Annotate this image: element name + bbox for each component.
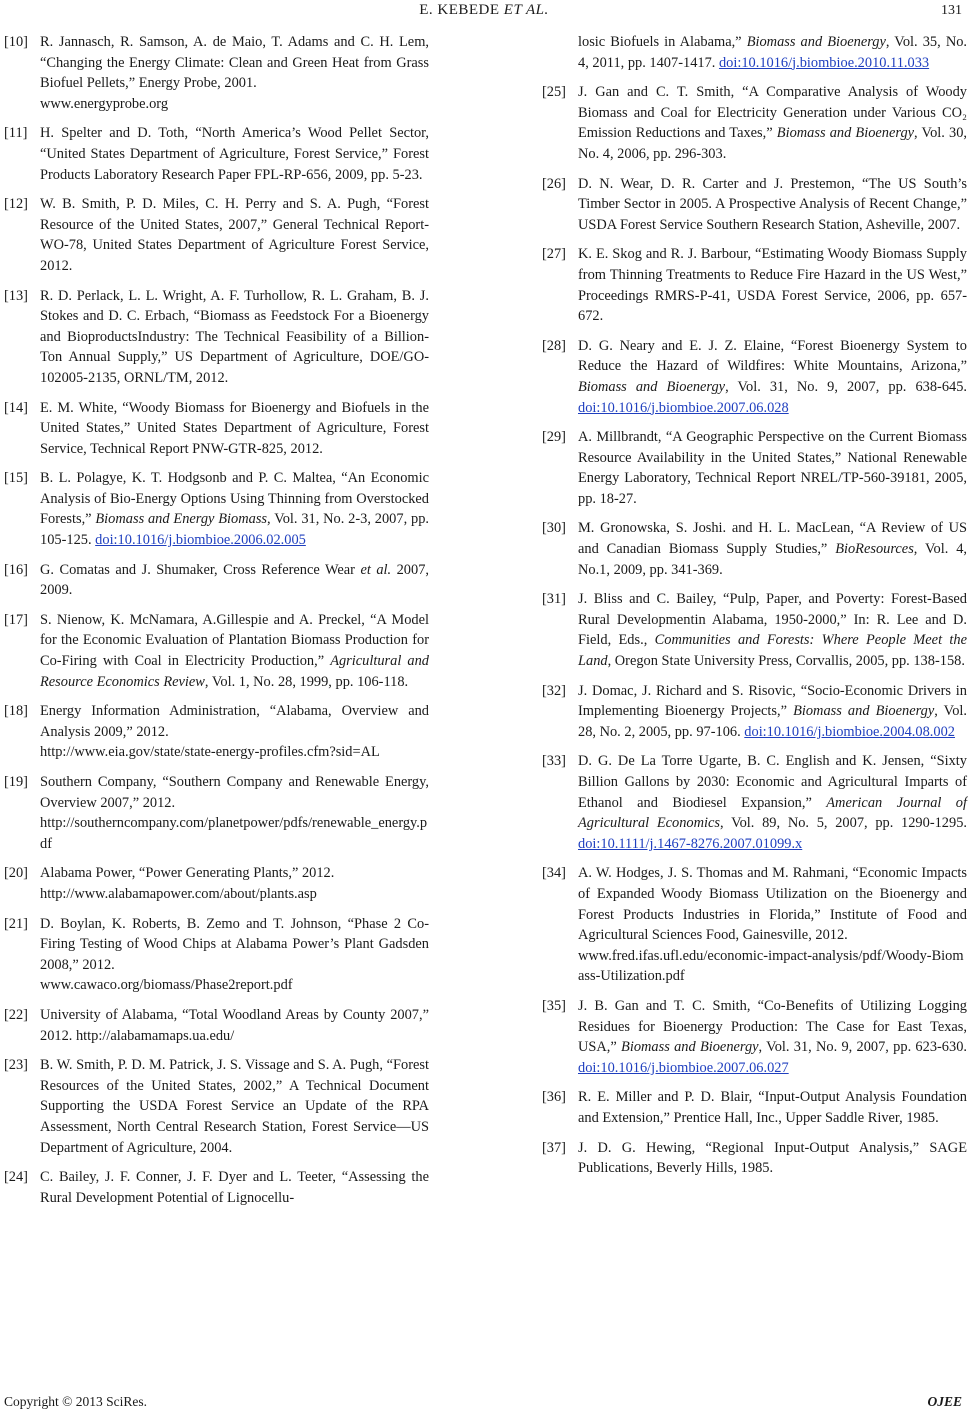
reference-number: [14]	[4, 399, 28, 416]
doi-link[interactable]: doi:10.1016/j.biombioe.2006.02.005	[95, 532, 306, 549]
reference-number: [17]	[4, 611, 28, 628]
reference-text	[40, 123, 429, 185]
reference-number: [23]	[4, 1057, 28, 1074]
reference-text	[578, 174, 967, 236]
reference-text	[40, 194, 429, 276]
reference-column-left	[4, 32, 429, 1217]
reference-number: [34]	[542, 865, 566, 882]
reference-number: [10]	[4, 34, 28, 50]
reference-segment: R. E. Miller and P. D. Blair, “Input-Output Analysis Foundation and Extension,” Prentice Hall, Inc., Upper Saddle River, 1985.	[578, 1089, 967, 1126]
reference-entry	[542, 751, 967, 854]
doi-link[interactable]: doi:10.1111/j.1467-8276.2007.01099.x	[578, 835, 803, 852]
reference-entry	[4, 863, 429, 904]
reference-text	[40, 1167, 429, 1208]
reference-number: [29]	[542, 429, 566, 446]
reference-entry	[4, 610, 429, 692]
reference-segment: D. G. Neary and E. J. Z. Elaine, “Forest Bioenergy System to Reduce the Hazard of Wildfires: White Mountains, Arizona,”	[578, 337, 967, 375]
reference-segment: , Vol. 31, No. 2-3, 2007, pp. 105-125.	[40, 511, 429, 549]
reference-number: [15]	[4, 470, 28, 487]
reference-text	[40, 701, 429, 763]
reference-number: [25]	[542, 84, 566, 101]
doi-link[interactable]: doi:10.1016/j.biombioe.2004.08.002	[744, 723, 955, 740]
reference-text	[40, 1005, 429, 1046]
reference-entry	[4, 1167, 429, 1208]
reference-number: [22]	[4, 1006, 28, 1023]
reference-italic-title: Biomass and Bioenergy	[578, 378, 726, 395]
reference-segment: D. G. De La Torre Ugarte, B. C. English and K. Jensen, “Sixty Billion Gallons by 2030: Economic and Agricultural Imparts of Ethanol and Biodiesel Expansion,”	[578, 753, 967, 811]
reference-segment: , Vol. 4, No.1, 2009, pp. 341-369.	[578, 541, 967, 578]
reference-entry	[542, 1087, 967, 1128]
doi-link[interactable]: doi:10.1016/j.biombioe.2007.06.028	[578, 399, 789, 416]
reference-entry	[4, 123, 429, 185]
reference-entry	[4, 1005, 429, 1046]
reference-number: [33]	[542, 753, 566, 770]
reference-text	[40, 560, 429, 601]
reference-entry	[542, 174, 967, 236]
reference-number	[542, 32, 578, 73]
reference-number: [19]	[4, 774, 28, 790]
reference-italic-title: Biomass and Bioenergy	[621, 1039, 759, 1056]
reference-entry	[542, 32, 967, 73]
reference-text	[40, 772, 429, 854]
reference-number: [20]	[4, 865, 28, 882]
reference-segment: , Vol. 30, No. 4, 2006, pp. 296-303.	[578, 125, 967, 162]
page-number: 131	[941, 3, 962, 18]
reference-url: www.fred.ifas.ufl.edu/economic-impact-analysis/pdf/Woody-Biomass-Utilization.pdf	[578, 947, 964, 985]
reference-entry	[542, 863, 967, 987]
reference-segment: A. W. Hodges, J. S. Thomas and M. Rahmani, “Economic Impacts of Expanded Woody Biomass Utilization on the Bioenergy and Forest Products Industries in Florida,” Institute of Food and Agricultural Sciences Food, Gainesville, 2012.	[578, 865, 967, 944]
reference-italic-title: Biomass and Bioenergy	[776, 125, 915, 142]
reference-segment: losic Biofuels in Alabama,”	[578, 34, 747, 50]
journal-abbreviation: OJEE	[927, 1394, 962, 1409]
reference-url: www.energyprobe.org	[40, 95, 169, 112]
reference-entry	[542, 82, 967, 164]
reference-entry	[542, 336, 967, 418]
reference-url: http://www.alabamapower.com/about/plants.asp	[40, 885, 317, 902]
reference-text	[578, 751, 967, 854]
reference-number: [21]	[4, 915, 28, 932]
reference-segment: B. L. Polagye, K. T. Hodgsonb and P. C. Maltea, “An Economic Analysis of Bio-Energy Options Using Thinning from Overstocked Forests,”	[40, 470, 429, 528]
reference-entry	[4, 32, 429, 114]
reference-entry	[4, 560, 429, 601]
reference-text	[578, 589, 967, 671]
reference-column-right	[542, 32, 967, 1188]
reference-text	[40, 1055, 429, 1158]
reference-url: www.cawaco.org/biomass/Phase2report.pdf	[40, 977, 293, 994]
reference-text	[40, 914, 429, 996]
reference-entry	[542, 589, 967, 671]
reference-url: http://southerncompany.com/planetpower/pdfs/renewable_energy.pdf	[40, 815, 428, 852]
reference-entry	[542, 681, 967, 743]
reference-segment: , Vol. 89, No. 5, 2007, pp. 1290-1295.	[720, 815, 967, 832]
reference-number: [30]	[542, 520, 566, 537]
reference-segment: C. Bailey, J. F. Conner, J. F. Dyer and L. Teeter, “Assessing the Rural Development Potential of Lignocellu-	[40, 1169, 429, 1206]
reference-text	[578, 518, 967, 580]
reference-number: [11]	[4, 125, 28, 142]
reference-text	[578, 82, 967, 164]
reference-entry	[542, 427, 967, 509]
running-title-etal: ET AL.	[503, 2, 549, 18]
reference-segment: , Vol. 28, No. 2, 2005, pp. 97-106.	[578, 703, 967, 740]
reference-entry	[4, 701, 429, 763]
reference-text	[578, 1138, 967, 1179]
reference-text	[578, 681, 967, 743]
reference-text	[578, 1087, 967, 1128]
reference-segment: M. Gronowska, S. Joshi. and H. L. MacLean, “A Review of US and Canadian Biomass Supply Studies,”	[578, 520, 967, 558]
reference-number: [32]	[542, 682, 566, 699]
reference-entry	[4, 1055, 429, 1158]
copyright-notice: Copyright © 2013 SciRes.	[4, 1394, 148, 1409]
reference-segment: , Oregon State University Press, Corvallis, 2005, pp. 138-158.	[607, 653, 965, 670]
reference-segment: , Vol. 1, No. 28, 1999, pp. 106-118.	[204, 673, 409, 690]
page-header	[0, 0, 968, 30]
reference-entry	[542, 244, 967, 326]
reference-text	[578, 427, 967, 509]
reference-text	[40, 286, 429, 389]
reference-entry	[542, 518, 967, 580]
reference-entry	[4, 398, 429, 460]
reference-segment: A. Millbrandt, “A Geographic Perspective on the Current Biomass Resource Availability in the United States,” National Renewable Energy Laboratory, Technical Report NREL/TP-560-39181, 2005, pp. 18-27.	[578, 429, 967, 507]
page-footer	[0, 1394, 968, 1414]
reference-segment: K. E. Skog and R. J. Barbour, “Estimating Woody Biomass Supply from Thinning Treatments to Reduce Fire Hazard in the US West,” Proceedings RMRS-P-41, USDA Forest Service, 2006, pp. 657-672.	[578, 246, 967, 325]
reference-number: [36]	[542, 1089, 566, 1106]
reference-segment: 2007, 2009.	[40, 561, 429, 599]
reference-number: [27]	[542, 246, 566, 263]
reference-text	[40, 468, 429, 550]
reference-number: [26]	[542, 175, 566, 192]
reference-number: [37]	[542, 1139, 566, 1156]
reference-number: [24]	[4, 1169, 28, 1186]
reference-italic-title: Biomass and Bioenergy	[793, 703, 935, 720]
reference-text	[578, 336, 967, 418]
reference-segment: , Vol. 31, No. 9, 2007, pp. 638-645.	[725, 378, 968, 395]
reference-entry	[4, 772, 429, 854]
reference-italic-title: Biomass and Bioenergy	[746, 34, 886, 50]
reference-segment: J. D. G. Hewing, “Regional Input-Output Analysis,” SAGE Publications, Beverly Hills, 1985.	[578, 1139, 967, 1177]
reference-text	[40, 610, 429, 692]
reference-segment: Alabama Power, “Power Generating Plants,” 2012.	[40, 865, 335, 882]
reference-segment: J. Gan and C. T. Smith, “A Comparative Analysis of Woody Biomass and Coal for Electricity Generation under Various CO₂ Emission Reductions and Taxes,”	[578, 84, 967, 142]
reference-entry	[542, 996, 967, 1078]
reference-text	[578, 863, 967, 987]
reference-text	[578, 996, 967, 1078]
reference-text	[40, 863, 429, 904]
reference-entry	[4, 914, 429, 996]
reference-number: [16]	[4, 561, 28, 578]
reference-segment: , Vol. 31, No. 9, 2007, pp. 623-630.	[758, 1039, 967, 1056]
reference-text	[40, 32, 429, 114]
reference-segment: E. M. White, “Woody Biomass for Bioenergy and Biofuels in the United States,” United States Department of Agriculture, Forest Service, Technical Report PNW-GTR-825, 2012.	[40, 399, 429, 457]
reference-segment: J. Bliss and C. Bailey, “Pulp, Paper, and Poverty: Forest-Based Rural Developmentin Alabama, 1950-2000,” In: R. Lee and D. Field, Eds.,	[578, 591, 967, 649]
reference-segment: Southern Company, “Southern Company and Renewable Energy, Overview 2007,” 2012.	[40, 774, 429, 811]
reference-italic-title: Biomass and Energy Biomass	[95, 511, 268, 528]
reference-number: [12]	[4, 196, 28, 213]
reference-segment: Energy Information Administration, “Alabama, Overview and Analysis 2009,” 2012.	[40, 703, 429, 740]
reference-entry	[4, 286, 429, 389]
reference-segment: , Vol. 35, No. 4, 2011, pp. 1407-1417.	[578, 34, 968, 71]
reference-segment: B. W. Smith, P. D. M. Patrick, J. S. Vissage and S. A. Pugh, “Forest Resources of the United States, 2002,” A Technical Document Supporting the USDA Forest Service an Update of the RPA Assessment, North Central Research Station, Forest Service—US Department of Agriculture, 2004.	[40, 1057, 429, 1156]
reference-text	[578, 32, 967, 73]
reference-entry	[4, 468, 429, 550]
reference-segment: D. N. Wear, D. R. Carter and J. Prestemon, “The US South’s Timber Sector in 2005. A Prospective Analysis of Recent Change,” USDA Forest Service Southern Research Station, Asheville, 2007.	[578, 175, 967, 233]
reference-number: [18]	[4, 703, 28, 720]
reference-segment: H. Spelter and D. Toth, “North America’s Wood Pellet Sector, “United States Department of Agriculture, Forest Service,” Forest Products Laboratory Research Paper FPL-RP-656, 2009, pp. 5-23.	[40, 125, 429, 183]
doi-link[interactable]: doi:10.1016/j.biombioe.2007.06.027	[578, 1059, 789, 1076]
reference-url: http://www.eia.gov/state/state-energy-profiles.cfm?sid=AL	[40, 744, 380, 761]
reference-segment: R. Jannasch, R. Samson, A. de Maio, T. Adams and C. H. Lem, “Changing the Energy Climate: Clean and Green Heat from Grass Biofuel Pellets,” Energy Probe, 2001.	[40, 34, 429, 92]
reference-italic-title: et al.	[360, 561, 392, 578]
doi-link[interactable]: doi:10.1016/j.biombioe.2010.11.033	[718, 54, 930, 71]
reference-segment: S. Nienow, K. McNamara, A.Gillespie and A. Preckel, “A Model for the Economic Evaluation of Plantation Biomass Production for Co-Firing with Coal in Electricity Production,”	[40, 611, 429, 670]
reference-segment: University of Alabama, “Total Woodland Areas by County 2007,” 2012. http://alabamamaps.ua.edu/	[40, 1006, 429, 1044]
reference-segment: J. Domac, J. Richard and S. Risovic, “Socio-Economic Drivers in Implementing Bioenergy Projects,”	[578, 682, 967, 720]
reference-segment: W. B. Smith, P. D. Miles, C. H. Perry and S. A. Pugh, “Forest Resource of the United States, 2007,” General Technical Report-WO-78, United States Department of Agriculture Forest Service, 2012.	[40, 196, 429, 274]
reference-italic-title: American Journal of Agricultural Economics	[578, 794, 967, 832]
reference-number: [35]	[542, 997, 566, 1014]
reference-segment: D. Boylan, K. Roberts, B. Zemo and T. Johnson, “Phase 2 Co-Firing Testing of Wood Chips at Alabama Power’s Plant Gadsden 2008,” 2012.	[40, 915, 429, 973]
reference-number: [13]	[4, 287, 28, 304]
running-title-authors: E. KEBEDE	[419, 2, 500, 18]
reference-text	[40, 398, 429, 460]
reference-italic-title: BioResources	[835, 541, 914, 558]
reference-segment: R. D. Perlack, L. L. Wright, A. F. Turhollow, R. L. Graham, B. J. Stokes and D. C. Erbach, “Biomass as Feedstock For a Bioenergy and BioproductsIndustry: The Technical Feasibility of a Billion-Ton Annual Supply,” US Department of Agriculture, DOE/GO-102005-2135, ORNL/TM, 2012.	[40, 287, 429, 386]
reference-text	[578, 244, 967, 326]
reference-segment: G. Comatas and J. Shumaker, Cross Reference Wear	[40, 561, 361, 578]
reference-entry	[4, 194, 429, 276]
reference-segment: J. B. Gan and T. C. Smith, “Co-Benefits of Utilizing Logging Residues for Bioenergy Production: The Case for East Texas, USA,”	[578, 997, 967, 1056]
reference-entry	[542, 1138, 967, 1179]
reference-italic-title: Agricultural and Resource Economics Review	[40, 653, 429, 690]
reference-italic-title: Communities and Forests: Where People Meet the Land	[578, 632, 967, 670]
reference-number: [28]	[542, 337, 566, 354]
reference-number: [31]	[542, 591, 566, 608]
running-title	[0, 2, 968, 19]
